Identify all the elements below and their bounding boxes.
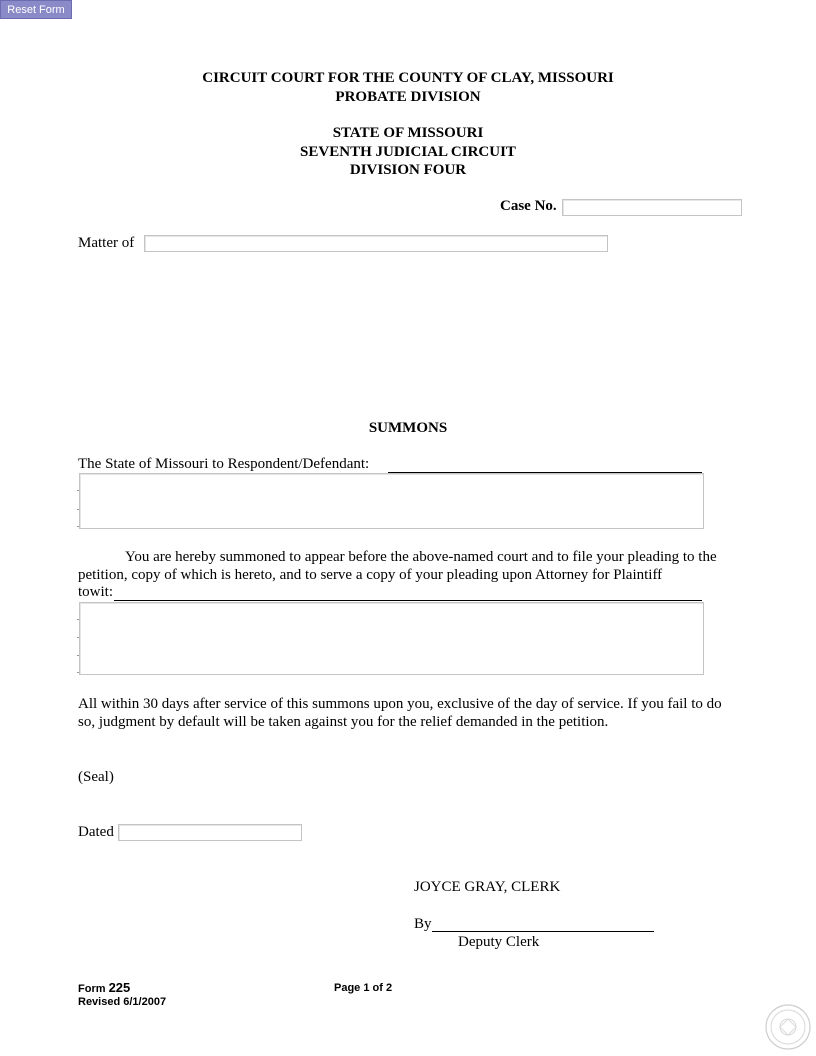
deputy-clerk-label: Deputy Clerk xyxy=(458,934,540,950)
form-number xyxy=(78,980,130,995)
respondent-field[interactable] xyxy=(79,473,704,529)
division-heading: PROBATE DIVISION xyxy=(335,89,481,105)
clerk-name: JOYCE GRAY, CLERK xyxy=(414,879,561,895)
state-heading: STATE OF MISSOURI xyxy=(332,125,484,141)
by-label: By xyxy=(414,916,432,932)
court-name-heading: CIRCUIT COURT FOR THE COUNTY OF CLAY, MISSOURI xyxy=(202,70,614,86)
page-number: Page 1 of 2 xyxy=(334,982,393,994)
signature-line xyxy=(432,915,654,932)
form-number-value: 225 xyxy=(108,980,131,995)
court-seal-icon xyxy=(764,1003,812,1051)
summons-paragraph: You are hereby summoned to appear before the above-named court and to file your pleading to the petition, copy of which is hereto, and to serve a copy of your pleading upon Attorney for Plaintiff xyxy=(78,549,717,583)
circuit-heading: SEVENTH JUDICIAL CIRCUIT xyxy=(300,144,516,160)
matter-label: Matter of xyxy=(78,235,135,251)
respondent-underline xyxy=(388,457,702,473)
reset-form-button[interactable]: Reset Form xyxy=(0,0,72,19)
towit-label: towit: xyxy=(78,584,114,600)
matter-of-field[interactable] xyxy=(144,235,608,252)
towit-underline xyxy=(114,585,702,601)
notice-paragraph: All within 30 days after service of this summons upon you, exclusive of the day of service. If you fail to do so, judgment by default will be taken against you for the relief demanded in the petition. xyxy=(78,696,722,730)
summons-title: SUMMONS xyxy=(368,420,448,436)
revised-date: Revised 6/1/2007 xyxy=(78,996,167,1008)
seal-label: (Seal) xyxy=(78,769,114,785)
respondent-label: The State of Missouri to Respondent/Defendant: xyxy=(78,456,370,472)
dated-label: Dated xyxy=(78,824,114,840)
division-four-heading: DIVISION FOUR xyxy=(349,162,467,178)
attorney-field[interactable] xyxy=(79,602,704,675)
case-number-label: Case No. xyxy=(500,198,557,214)
case-number-field[interactable] xyxy=(562,199,742,216)
form-label: Form xyxy=(78,983,106,995)
dated-field[interactable] xyxy=(118,824,302,841)
